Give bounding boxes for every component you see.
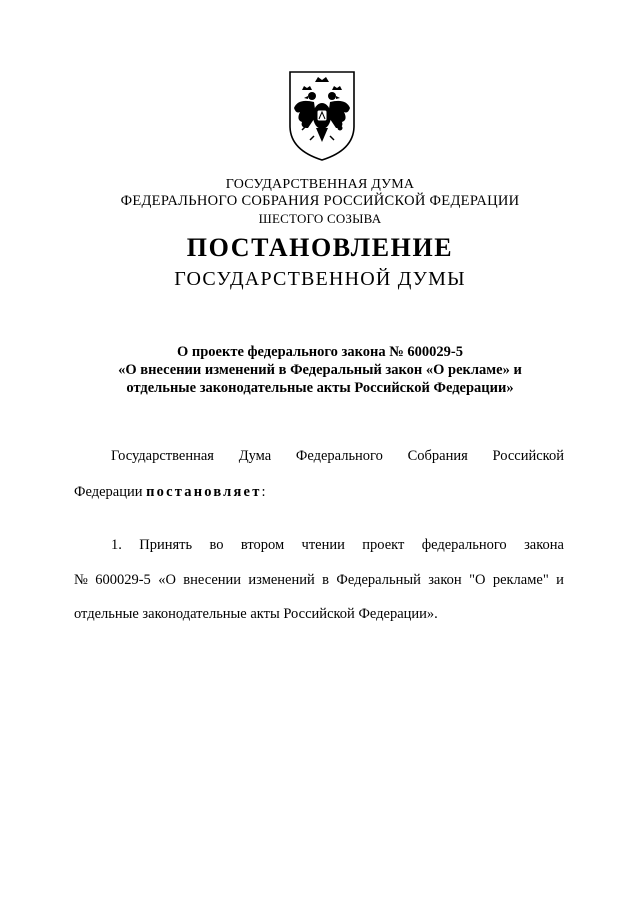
org-line-3: ШЕСТОГО СОЗЫВА (258, 211, 382, 226)
item1-word: Принять (139, 537, 193, 553)
item1-word: во (209, 537, 224, 553)
preamble-word: Российской (492, 448, 564, 464)
resolution-verb: постановляет (146, 484, 262, 500)
preamble-word: Собрания (407, 448, 468, 464)
item1-word: № (74, 572, 88, 588)
item1-word: рекламе" (492, 572, 549, 588)
org-line-1: ГОСУДАРСТВЕННАЯ ДУМА (225, 177, 415, 192)
item1-word: «О (158, 572, 176, 588)
subject-line-1: О проекте федерального закона № 600029-5 (176, 344, 464, 360)
document-title: ПОСТАНОВЛЕНИЕ (186, 233, 454, 262)
preamble-word: Дума (238, 448, 272, 464)
item1-line-3: отдельные законодательные акты Российской Федерации». (74, 606, 438, 622)
item1-word: изменений (248, 572, 315, 588)
item1-word: внесении (183, 572, 242, 588)
preamble-line-2 (74, 484, 564, 501)
item1-word: проект (362, 537, 405, 553)
item1-word: втором (240, 537, 285, 553)
org-line-2: ФЕДЕРАЛЬНОГО СОБРАНИЯ РОССИЙСКОЙ ФЕДЕРАЦИИ (120, 193, 520, 209)
russian-coat-of-arms-icon (284, 68, 360, 164)
item1-word: 600029-5 (95, 572, 151, 588)
document-subject (0, 343, 640, 397)
item1-word: и (556, 572, 564, 588)
preamble-text: Федерации (74, 484, 143, 500)
item1-word: 1. (111, 537, 122, 553)
item1-word: закона (524, 537, 564, 553)
preamble-word: Государственная (111, 448, 214, 464)
item1-word: Федеральный (336, 572, 421, 588)
preamble-word: Федерального (295, 448, 383, 464)
item1-line-1 (111, 537, 564, 554)
subject-line-3: отдельные законодательные акты Российской Федерации» (126, 380, 514, 396)
item1-word: чтении (301, 537, 345, 553)
preamble-line-1 (111, 448, 564, 465)
item1-word: "О (469, 572, 486, 588)
document-subtitle: ГОСУДАРСТВЕННОЙ ДУМЫ (174, 268, 466, 290)
item1-line-2 (74, 572, 564, 589)
item1-word: федерального (421, 537, 507, 553)
subject-line-2: «О внесении изменений в Федеральный закон «О рекламе» и (118, 362, 522, 378)
item1-word: в (322, 572, 330, 588)
item1-word: закон (428, 572, 462, 588)
preamble-colon: : (261, 484, 266, 500)
